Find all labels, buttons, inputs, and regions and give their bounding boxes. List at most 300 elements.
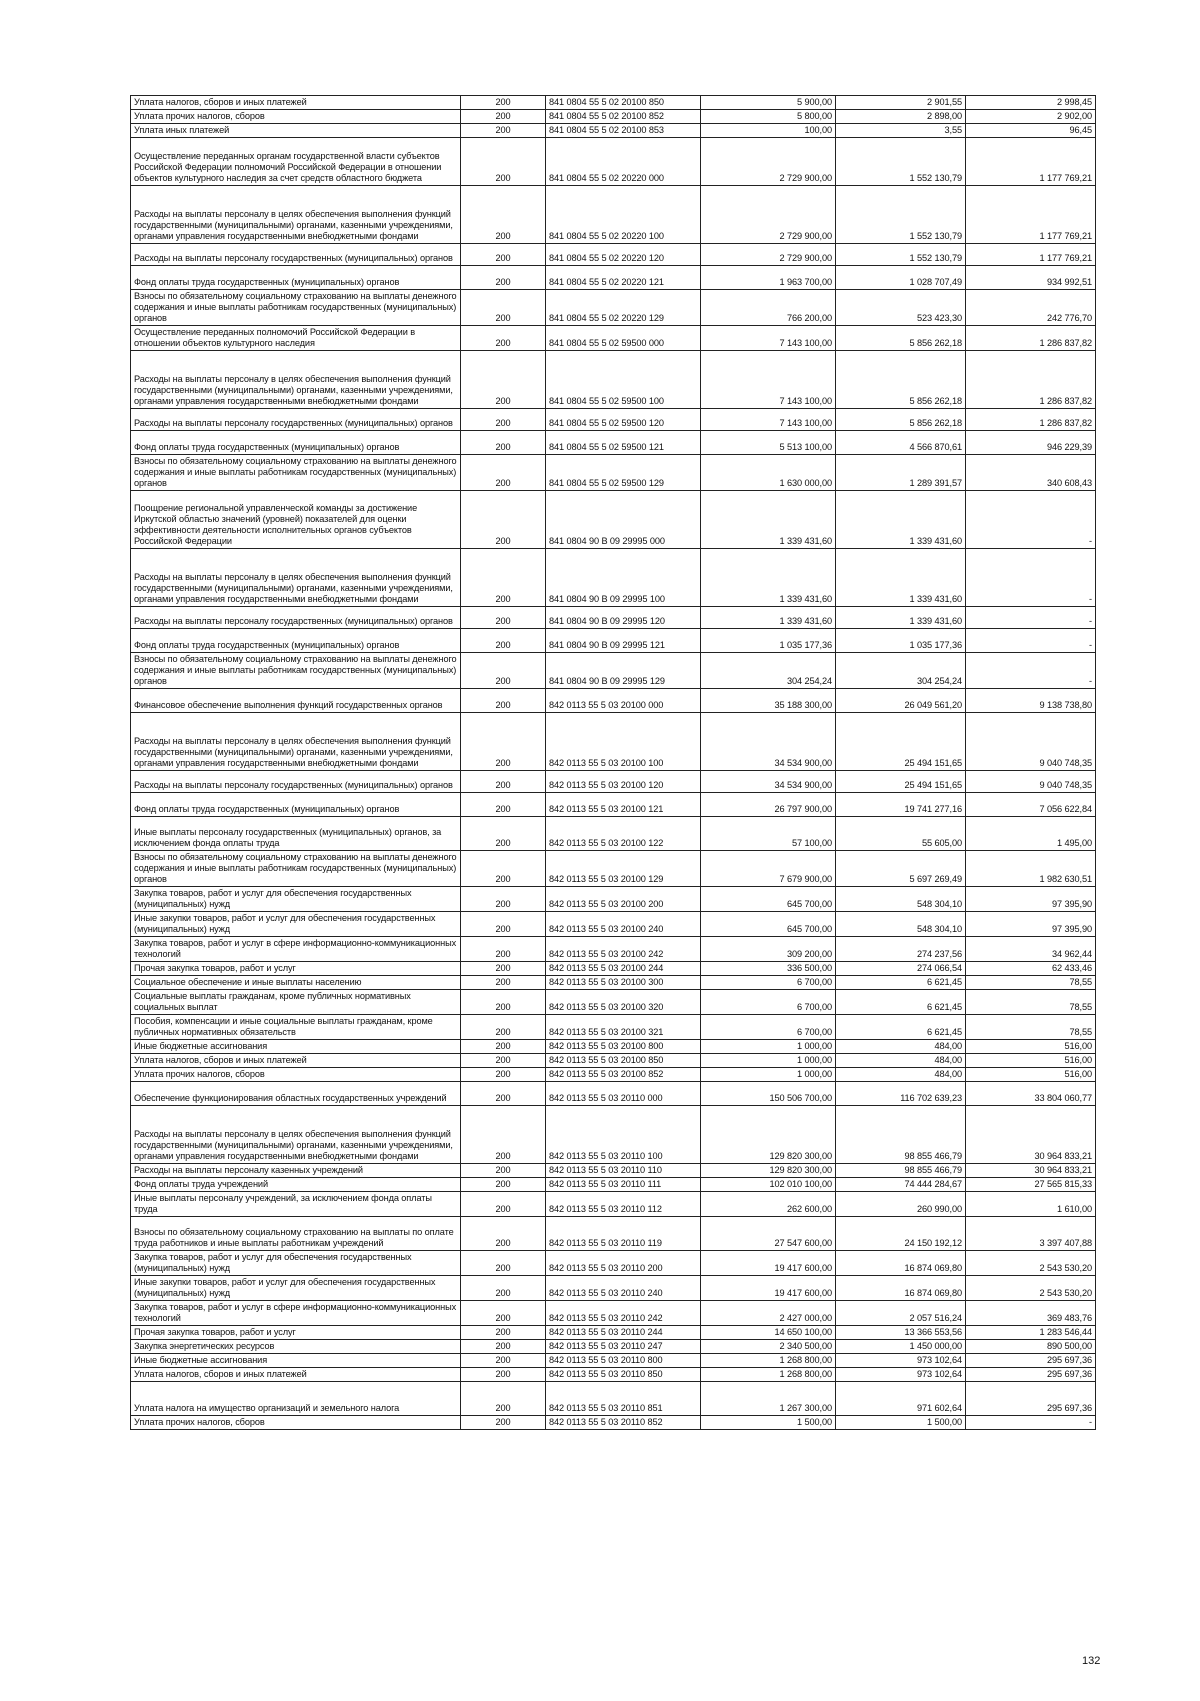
page-number: 132 bbox=[1082, 1655, 1101, 1667]
row-executed: 25 494 151,65 bbox=[836, 771, 966, 793]
row-code: 200 bbox=[461, 290, 546, 326]
row-remainder: 78,55 bbox=[966, 1015, 1096, 1040]
row-code: 200 bbox=[461, 689, 546, 713]
row-code: 200 bbox=[461, 326, 546, 351]
row-plan: 1 000,00 bbox=[701, 1068, 836, 1082]
row-name: Расходы на выплаты персоналу в целях обеспечения выполнения функций государственными (муниципальными) органами, казенными учреждениями, органами управления государственными внебюджетными фондами bbox=[131, 1106, 461, 1164]
table-row bbox=[131, 1015, 1096, 1040]
row-remainder: 9 040 748,35 bbox=[966, 771, 1096, 793]
row-code: 200 bbox=[461, 1082, 546, 1106]
row-plan: 19 417 600,00 bbox=[701, 1251, 836, 1276]
row-plan: 1 000,00 bbox=[701, 1054, 836, 1068]
row-executed: 484,00 bbox=[836, 1040, 966, 1054]
row-executed: 1 289 391,57 bbox=[836, 455, 966, 491]
row-remainder: 1 177 769,21 bbox=[966, 138, 1096, 186]
row-name: Расходы на выплаты персоналу государственных (муниципальных) органов bbox=[131, 244, 461, 266]
row-executed: 1 552 130,79 bbox=[836, 186, 966, 244]
row-executed: 973 102,64 bbox=[836, 1368, 966, 1382]
row-executed: 1 552 130,79 bbox=[836, 138, 966, 186]
table-row bbox=[131, 629, 1096, 653]
row-plan: 57 100,00 bbox=[701, 817, 836, 851]
row-executed: 6 621,45 bbox=[836, 976, 966, 990]
row-plan: 34 534 900,00 bbox=[701, 713, 836, 771]
row-remainder: 96,45 bbox=[966, 124, 1096, 138]
row-code: 200 bbox=[461, 976, 546, 990]
row-kbk: 842 0113 55 5 03 20110 100 bbox=[546, 1106, 701, 1164]
row-remainder: 516,00 bbox=[966, 1054, 1096, 1068]
table-row bbox=[131, 1082, 1096, 1106]
row-executed: 548 304,10 bbox=[836, 887, 966, 912]
row-name: Иные бюджетные ассигнования bbox=[131, 1354, 461, 1368]
row-plan: 7 143 100,00 bbox=[701, 409, 836, 431]
row-executed: 973 102,64 bbox=[836, 1354, 966, 1368]
row-name: Взносы по обязательному социальному страхованию на выплаты денежного содержания и иные выплаты работникам государственных (муниципальных) органов bbox=[131, 455, 461, 491]
row-code: 200 bbox=[461, 409, 546, 431]
row-executed: 1 552 130,79 bbox=[836, 244, 966, 266]
row-name: Уплата прочих налогов, сборов bbox=[131, 1068, 461, 1082]
row-kbk: 842 0113 55 5 03 20100 800 bbox=[546, 1040, 701, 1054]
table-row bbox=[131, 266, 1096, 290]
row-kbk: 842 0113 55 5 03 20100 320 bbox=[546, 990, 701, 1015]
row-kbk: 841 0804 55 5 02 20220 120 bbox=[546, 244, 701, 266]
row-remainder: 30 964 833,21 bbox=[966, 1164, 1096, 1178]
row-code: 200 bbox=[461, 266, 546, 290]
row-code: 200 bbox=[461, 887, 546, 912]
table-row bbox=[131, 793, 1096, 817]
table-row bbox=[131, 186, 1096, 244]
row-name: Взносы по обязательному социальному страхованию на выплаты денежного содержания и иные выплаты работникам государственных (муниципальных) органов bbox=[131, 851, 461, 887]
row-name: Взносы по обязательному социальному страхованию на выплаты денежного содержания и иные выплаты работникам государственных (муниципальных) органов bbox=[131, 653, 461, 689]
row-code: 200 bbox=[461, 1015, 546, 1040]
row-code: 200 bbox=[461, 1106, 546, 1164]
row-executed: 24 150 192,12 bbox=[836, 1217, 966, 1251]
row-executed: 6 621,45 bbox=[836, 1015, 966, 1040]
table-row bbox=[131, 976, 1096, 990]
row-plan: 1 339 431,60 bbox=[701, 607, 836, 629]
row-remainder: 27 565 815,33 bbox=[966, 1178, 1096, 1192]
row-code: 200 bbox=[461, 351, 546, 409]
row-name: Закупка энергетических ресурсов bbox=[131, 1340, 461, 1354]
row-name: Уплата налогов, сборов и иных платежей bbox=[131, 1368, 461, 1382]
row-name: Расходы на выплаты персоналу государственных (муниципальных) органов bbox=[131, 607, 461, 629]
row-code: 200 bbox=[461, 912, 546, 937]
row-code: 200 bbox=[461, 124, 546, 138]
row-remainder: 97 395,90 bbox=[966, 887, 1096, 912]
row-name: Поощрение региональной управленческой команды за достижение Иркутской областью значений (уровней) показателей для оценки эффективности деятельности исполнительных органов субъектов Российской Федерации bbox=[131, 491, 461, 549]
table-row bbox=[131, 817, 1096, 851]
row-kbk: 842 0113 55 5 03 20110 247 bbox=[546, 1340, 701, 1354]
table-row bbox=[131, 1340, 1096, 1354]
row-plan: 35 188 300,00 bbox=[701, 689, 836, 713]
row-name: Иные выплаты персоналу государственных (муниципальных) органов, за исключением фонда оплаты труда bbox=[131, 817, 461, 851]
table-row bbox=[131, 1164, 1096, 1178]
row-executed: 55 605,00 bbox=[836, 817, 966, 851]
row-name: Уплата налогов, сборов и иных платежей bbox=[131, 96, 461, 110]
row-kbk: 842 0113 55 5 03 20100 242 bbox=[546, 937, 701, 962]
row-name: Иные выплаты персоналу учреждений, за исключением фонда оплаты труда bbox=[131, 1192, 461, 1217]
row-plan: 26 797 900,00 bbox=[701, 793, 836, 817]
table-row bbox=[131, 962, 1096, 976]
row-code: 200 bbox=[461, 1178, 546, 1192]
table-row bbox=[131, 1054, 1096, 1068]
row-kbk: 842 0113 55 5 03 20110 852 bbox=[546, 1416, 701, 1430]
row-plan: 34 534 900,00 bbox=[701, 771, 836, 793]
row-remainder: - bbox=[966, 491, 1096, 549]
row-name: Прочая закупка товаров, работ и услуг bbox=[131, 962, 461, 976]
row-remainder: 516,00 bbox=[966, 1040, 1096, 1054]
table-row bbox=[131, 1368, 1096, 1382]
row-remainder: - bbox=[966, 1416, 1096, 1430]
row-executed: 1 339 431,60 bbox=[836, 607, 966, 629]
row-name: Взносы по обязательному социальному страхованию на выплаты по оплате труда работников и иные выплаты работникам учреждений bbox=[131, 1217, 461, 1251]
table-row bbox=[131, 990, 1096, 1015]
row-executed: 484,00 bbox=[836, 1068, 966, 1082]
row-code: 200 bbox=[461, 937, 546, 962]
row-plan: 100,00 bbox=[701, 124, 836, 138]
row-name: Расходы на выплаты персоналу казенных учреждений bbox=[131, 1164, 461, 1178]
row-name: Фонд оплаты труда государственных (муниципальных) органов bbox=[131, 431, 461, 455]
table-row bbox=[131, 1178, 1096, 1192]
row-code: 200 bbox=[461, 1276, 546, 1301]
row-code: 200 bbox=[461, 713, 546, 771]
table-row bbox=[131, 1040, 1096, 1054]
row-code: 200 bbox=[461, 1054, 546, 1068]
row-executed: 13 366 553,56 bbox=[836, 1326, 966, 1340]
row-name: Уплата налогов, сборов и иных платежей bbox=[131, 1054, 461, 1068]
row-kbk: 842 0113 55 5 03 20100 852 bbox=[546, 1068, 701, 1082]
row-code: 200 bbox=[461, 607, 546, 629]
row-plan: 645 700,00 bbox=[701, 887, 836, 912]
row-plan: 1 000,00 bbox=[701, 1040, 836, 1054]
row-code: 200 bbox=[461, 1068, 546, 1082]
row-kbk: 841 0804 55 5 02 20220 000 bbox=[546, 138, 701, 186]
row-name: Иные бюджетные ассигнования bbox=[131, 1040, 461, 1054]
row-executed: 19 741 277,16 bbox=[836, 793, 966, 817]
row-kbk: 841 0804 90 В 09 29995 129 bbox=[546, 653, 701, 689]
row-remainder: 3 397 407,88 bbox=[966, 1217, 1096, 1251]
row-plan: 129 820 300,00 bbox=[701, 1106, 836, 1164]
row-executed: 274 066,54 bbox=[836, 962, 966, 976]
row-executed: 304 254,24 bbox=[836, 653, 966, 689]
row-remainder: 890 500,00 bbox=[966, 1340, 1096, 1354]
budget-table bbox=[130, 95, 1096, 1430]
row-kbk: 841 0804 90 В 09 29995 121 bbox=[546, 629, 701, 653]
row-code: 200 bbox=[461, 138, 546, 186]
row-name: Уплата прочих налогов, сборов bbox=[131, 110, 461, 124]
row-name: Закупка товаров, работ и услуг для обеспечения государственных (муниципальных) нужд bbox=[131, 887, 461, 912]
row-plan: 1 963 700,00 bbox=[701, 266, 836, 290]
row-kbk: 842 0113 55 5 03 20110 111 bbox=[546, 1178, 701, 1192]
row-executed: 3,55 bbox=[836, 124, 966, 138]
row-plan: 1 630 000,00 bbox=[701, 455, 836, 491]
row-remainder: 369 483,76 bbox=[966, 1301, 1096, 1326]
row-code: 200 bbox=[461, 793, 546, 817]
row-code: 200 bbox=[461, 629, 546, 653]
row-plan: 304 254,24 bbox=[701, 653, 836, 689]
row-remainder: - bbox=[966, 653, 1096, 689]
row-name: Уплата налога на имущество организаций и земельного налога bbox=[131, 1382, 461, 1416]
row-plan: 336 500,00 bbox=[701, 962, 836, 976]
row-executed: 971 602,64 bbox=[836, 1382, 966, 1416]
row-code: 200 bbox=[461, 1192, 546, 1217]
row-plan: 262 600,00 bbox=[701, 1192, 836, 1217]
row-plan: 102 010 100,00 bbox=[701, 1178, 836, 1192]
row-remainder: 33 804 060,77 bbox=[966, 1082, 1096, 1106]
table-row bbox=[131, 409, 1096, 431]
row-executed: 1 028 707,49 bbox=[836, 266, 966, 290]
row-code: 200 bbox=[461, 1382, 546, 1416]
row-remainder: 78,55 bbox=[966, 990, 1096, 1015]
row-name: Социальные выплаты гражданам, кроме публичных нормативных социальных выплат bbox=[131, 990, 461, 1015]
row-executed: 26 049 561,20 bbox=[836, 689, 966, 713]
row-remainder: 97 395,90 bbox=[966, 912, 1096, 937]
row-plan: 2 729 900,00 bbox=[701, 186, 836, 244]
budget-sheet bbox=[130, 95, 1095, 1430]
row-kbk: 842 0113 55 5 03 20100 121 bbox=[546, 793, 701, 817]
table-row bbox=[131, 326, 1096, 351]
row-plan: 5 800,00 bbox=[701, 110, 836, 124]
row-code: 200 bbox=[461, 990, 546, 1015]
row-name: Фонд оплаты труда государственных (муниципальных) органов bbox=[131, 266, 461, 290]
row-plan: 5 513 100,00 bbox=[701, 431, 836, 455]
row-plan: 27 547 600,00 bbox=[701, 1217, 836, 1251]
row-name: Фонд оплаты труда государственных (муниципальных) органов bbox=[131, 793, 461, 817]
row-executed: 1 500,00 bbox=[836, 1416, 966, 1430]
table-row bbox=[131, 431, 1096, 455]
row-remainder: 78,55 bbox=[966, 976, 1096, 990]
row-kbk: 842 0113 55 5 03 20100 120 bbox=[546, 771, 701, 793]
row-remainder: 242 776,70 bbox=[966, 290, 1096, 326]
row-remainder: - bbox=[966, 549, 1096, 607]
row-executed: 4 566 870,61 bbox=[836, 431, 966, 455]
row-name: Прочая закупка товаров, работ и услуг bbox=[131, 1326, 461, 1340]
row-remainder: 295 697,36 bbox=[966, 1368, 1096, 1382]
row-code: 200 bbox=[461, 431, 546, 455]
row-kbk: 842 0113 55 5 03 20100 129 bbox=[546, 851, 701, 887]
row-code: 200 bbox=[461, 491, 546, 549]
row-code: 200 bbox=[461, 110, 546, 124]
table-row bbox=[131, 1068, 1096, 1082]
row-name: Фонд оплаты труда учреждений bbox=[131, 1178, 461, 1192]
row-kbk: 841 0804 90 В 09 29995 100 bbox=[546, 549, 701, 607]
row-name: Расходы на выплаты персоналу в целях обеспечения выполнения функций государственными (муниципальными) органами, казенными учреждениями, органами управления государственными внебюджетными фондами bbox=[131, 713, 461, 771]
row-remainder: 516,00 bbox=[966, 1068, 1096, 1082]
row-name: Расходы на выплаты персоналу в целях обеспечения выполнения функций государственными (муниципальными) органами, казенными учреждениями, органами управления государственными внебюджетными фондами bbox=[131, 549, 461, 607]
row-plan: 2 729 900,00 bbox=[701, 138, 836, 186]
row-executed: 1 450 000,00 bbox=[836, 1340, 966, 1354]
row-executed: 6 621,45 bbox=[836, 990, 966, 1015]
row-kbk: 842 0113 55 5 03 20110 110 bbox=[546, 1164, 701, 1178]
row-kbk: 841 0804 55 5 02 59500 129 bbox=[546, 455, 701, 491]
row-code: 200 bbox=[461, 1368, 546, 1382]
row-name: Иные закупки товаров, работ и услуг для обеспечения государственных (муниципальных) нужд bbox=[131, 912, 461, 937]
row-code: 200 bbox=[461, 771, 546, 793]
table-row bbox=[131, 1354, 1096, 1368]
row-plan: 1 268 800,00 bbox=[701, 1368, 836, 1382]
row-remainder: 2 902,00 bbox=[966, 110, 1096, 124]
row-kbk: 841 0804 55 5 02 20100 852 bbox=[546, 110, 701, 124]
row-plan: 7 143 100,00 bbox=[701, 351, 836, 409]
table-row bbox=[131, 1416, 1096, 1430]
row-kbk: 842 0113 55 5 03 20110 242 bbox=[546, 1301, 701, 1326]
row-remainder: 7 056 622,84 bbox=[966, 793, 1096, 817]
row-remainder: 295 697,36 bbox=[966, 1354, 1096, 1368]
row-kbk: 842 0113 55 5 03 20100 244 bbox=[546, 962, 701, 976]
row-plan: 1 267 300,00 bbox=[701, 1382, 836, 1416]
row-plan: 2 427 000,00 bbox=[701, 1301, 836, 1326]
row-kbk: 841 0804 55 5 02 59500 100 bbox=[546, 351, 701, 409]
row-kbk: 841 0804 90 В 09 29995 120 bbox=[546, 607, 701, 629]
row-remainder: 946 229,39 bbox=[966, 431, 1096, 455]
row-executed: 2 057 516,24 bbox=[836, 1301, 966, 1326]
table-row bbox=[131, 549, 1096, 607]
row-plan: 6 700,00 bbox=[701, 976, 836, 990]
row-executed: 484,00 bbox=[836, 1054, 966, 1068]
row-executed: 5 856 262,18 bbox=[836, 409, 966, 431]
row-remainder: 934 992,51 bbox=[966, 266, 1096, 290]
row-executed: 2 901,55 bbox=[836, 96, 966, 110]
row-plan: 6 700,00 bbox=[701, 1015, 836, 1040]
row-kbk: 842 0113 55 5 03 20100 850 bbox=[546, 1054, 701, 1068]
table-row bbox=[131, 713, 1096, 771]
row-remainder: 1 495,00 bbox=[966, 817, 1096, 851]
row-name: Обеспечение функционирования областных государственных учреждений bbox=[131, 1082, 461, 1106]
row-remainder: 340 608,43 bbox=[966, 455, 1096, 491]
row-executed: 116 702 639,23 bbox=[836, 1082, 966, 1106]
row-plan: 150 506 700,00 bbox=[701, 1082, 836, 1106]
row-name: Расходы на выплаты персоналу государственных (муниципальных) органов bbox=[131, 409, 461, 431]
row-kbk: 841 0804 55 5 02 59500 000 bbox=[546, 326, 701, 351]
row-remainder: 9 138 738,80 bbox=[966, 689, 1096, 713]
row-name: Фонд оплаты труда государственных (муниципальных) органов bbox=[131, 629, 461, 653]
row-remainder: 295 697,36 bbox=[966, 1382, 1096, 1416]
row-remainder: - bbox=[966, 607, 1096, 629]
table-row bbox=[131, 1276, 1096, 1301]
table-row bbox=[131, 455, 1096, 491]
row-plan: 309 200,00 bbox=[701, 937, 836, 962]
row-kbk: 841 0804 55 5 02 20100 853 bbox=[546, 124, 701, 138]
table-row bbox=[131, 1301, 1096, 1326]
row-kbk: 842 0113 55 5 03 20110 240 bbox=[546, 1276, 701, 1301]
row-plan: 1 339 431,60 bbox=[701, 549, 836, 607]
table-row bbox=[131, 124, 1096, 138]
row-code: 200 bbox=[461, 244, 546, 266]
table-row bbox=[131, 1217, 1096, 1251]
row-name: Расходы на выплаты персоналу в целях обеспечения выполнения функций государственными (муниципальными) органами, казенными учреждениями, органами управления государственными внебюджетными фондами bbox=[131, 351, 461, 409]
row-executed: 1 035 177,36 bbox=[836, 629, 966, 653]
row-kbk: 842 0113 55 5 03 20100 300 bbox=[546, 976, 701, 990]
row-kbk: 841 0804 55 5 02 59500 121 bbox=[546, 431, 701, 455]
row-kbk: 842 0113 55 5 03 20110 119 bbox=[546, 1217, 701, 1251]
row-code: 200 bbox=[461, 1251, 546, 1276]
row-name: Иные закупки товаров, работ и услуг для обеспечения государственных (муниципальных) нужд bbox=[131, 1276, 461, 1301]
row-executed: 98 855 466,79 bbox=[836, 1164, 966, 1178]
row-remainder: 1 610,00 bbox=[966, 1192, 1096, 1217]
row-name: Взносы по обязательному социальному страхованию на выплаты денежного содержания и иные выплаты работникам государственных (муниципальных) органов bbox=[131, 290, 461, 326]
table-row bbox=[131, 110, 1096, 124]
table-row bbox=[131, 937, 1096, 962]
row-kbk: 842 0113 55 5 03 20110 112 bbox=[546, 1192, 701, 1217]
row-code: 200 bbox=[461, 96, 546, 110]
row-name: Закупка товаров, работ и услуг для обеспечения государственных (муниципальных) нужд bbox=[131, 1251, 461, 1276]
row-remainder: 62 433,46 bbox=[966, 962, 1096, 976]
row-plan: 766 200,00 bbox=[701, 290, 836, 326]
row-kbk: 842 0113 55 5 03 20100 240 bbox=[546, 912, 701, 937]
row-kbk: 841 0804 55 5 02 20220 129 bbox=[546, 290, 701, 326]
row-code: 200 bbox=[461, 455, 546, 491]
row-code: 200 bbox=[461, 1340, 546, 1354]
row-plan: 19 417 600,00 bbox=[701, 1276, 836, 1301]
row-kbk: 841 0804 55 5 02 20100 850 bbox=[546, 96, 701, 110]
row-code: 200 bbox=[461, 817, 546, 851]
row-kbk: 842 0113 55 5 03 20110 244 bbox=[546, 1326, 701, 1340]
row-remainder: 2 543 530,20 bbox=[966, 1251, 1096, 1276]
row-name: Уплата прочих налогов, сборов bbox=[131, 1416, 461, 1430]
row-name: Осуществление переданных полномочий Российской Федерации в отношении объектов культурного наследия bbox=[131, 326, 461, 351]
row-code: 200 bbox=[461, 549, 546, 607]
row-code: 200 bbox=[461, 1326, 546, 1340]
row-executed: 260 990,00 bbox=[836, 1192, 966, 1217]
row-kbk: 841 0804 55 5 02 59500 120 bbox=[546, 409, 701, 431]
table-row bbox=[131, 96, 1096, 110]
row-plan: 2 340 500,00 bbox=[701, 1340, 836, 1354]
row-executed: 16 874 069,80 bbox=[836, 1276, 966, 1301]
row-plan: 5 900,00 bbox=[701, 96, 836, 110]
row-code: 200 bbox=[461, 1354, 546, 1368]
row-remainder: 1 286 837,82 bbox=[966, 351, 1096, 409]
row-executed: 5 856 262,18 bbox=[836, 326, 966, 351]
row-plan: 7 679 900,00 bbox=[701, 851, 836, 887]
row-executed: 16 874 069,80 bbox=[836, 1251, 966, 1276]
table-row bbox=[131, 1326, 1096, 1340]
row-executed: 274 237,56 bbox=[836, 937, 966, 962]
table-row bbox=[131, 1106, 1096, 1164]
row-executed: 1 339 431,60 bbox=[836, 549, 966, 607]
row-name: Закупка товаров, работ и услуг в сфере информационно-коммуникационных технологий bbox=[131, 937, 461, 962]
row-code: 200 bbox=[461, 1416, 546, 1430]
row-code: 200 bbox=[461, 653, 546, 689]
row-remainder: 30 964 833,21 bbox=[966, 1106, 1096, 1164]
row-code: 200 bbox=[461, 1301, 546, 1326]
row-code: 200 bbox=[461, 1040, 546, 1054]
row-kbk: 842 0113 55 5 03 20100 100 bbox=[546, 713, 701, 771]
row-kbk: 842 0113 55 5 03 20110 851 bbox=[546, 1382, 701, 1416]
row-plan: 14 650 100,00 bbox=[701, 1326, 836, 1340]
row-executed: 5 856 262,18 bbox=[836, 351, 966, 409]
row-code: 200 bbox=[461, 851, 546, 887]
row-remainder: 1 286 837,82 bbox=[966, 409, 1096, 431]
table-row bbox=[131, 244, 1096, 266]
row-executed: 25 494 151,65 bbox=[836, 713, 966, 771]
table-row bbox=[131, 607, 1096, 629]
row-kbk: 842 0113 55 5 03 20110 000 bbox=[546, 1082, 701, 1106]
table-row bbox=[131, 491, 1096, 549]
row-name: Осуществление переданных органам государственной власти субъектов Российской Федерации полномочий Российской Федерации в отношении объектов культурного наследия за счет средств областного бюджета bbox=[131, 138, 461, 186]
row-plan: 1 339 431,60 bbox=[701, 491, 836, 549]
row-executed: 98 855 466,79 bbox=[836, 1106, 966, 1164]
row-plan: 1 500,00 bbox=[701, 1416, 836, 1430]
row-remainder: 1 283 546,44 bbox=[966, 1326, 1096, 1340]
row-remainder: 1 177 769,21 bbox=[966, 244, 1096, 266]
row-code: 200 bbox=[461, 962, 546, 976]
row-plan: 2 729 900,00 bbox=[701, 244, 836, 266]
row-kbk: 842 0113 55 5 03 20100 000 bbox=[546, 689, 701, 713]
row-kbk: 842 0113 55 5 03 20100 122 bbox=[546, 817, 701, 851]
row-kbk: 842 0113 55 5 03 20110 800 bbox=[546, 1354, 701, 1368]
row-plan: 1 268 800,00 bbox=[701, 1354, 836, 1368]
row-plan: 7 143 100,00 bbox=[701, 326, 836, 351]
row-plan: 129 820 300,00 bbox=[701, 1164, 836, 1178]
